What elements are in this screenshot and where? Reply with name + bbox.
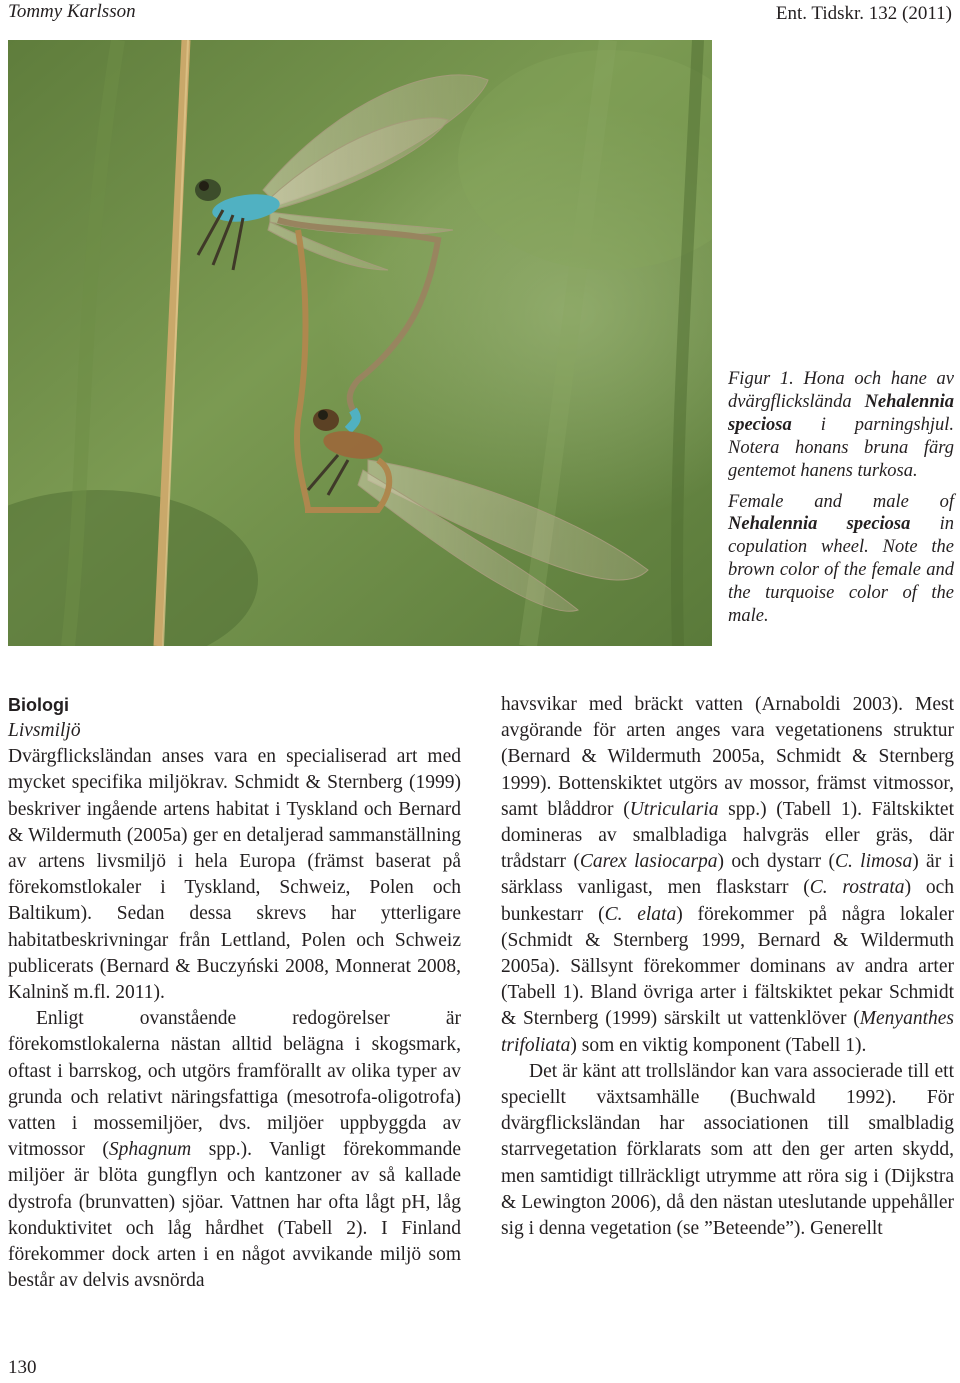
- section-title: Biologi: [8, 695, 69, 715]
- paragraph: Det är känt att trollsländor kan vara associerade till ett speciellt växtsamhälle (Buchwald 1992). För dvärgflicksländan har associationen till smalbladig starrvegetation förklarats som att den ger arten skydd, men samtidigt tillräckligt utrymme att röra sig i (Dijkstra & Lewington 2006), då den nästan uteslutande uppehåller sig i denna vegetation (se ”Beteende”). Generellt: [501, 1060, 954, 1240]
- figure-photo-damselflies: [8, 40, 712, 646]
- paragraph: Enligt ovanstående redogörelser är förekomstlokalerna nästan alltid belägna i skogsmark, oftast i barrskog, och utgörs framförallt av olika typer av grunda och relativt näringsfattiga (mesotrofa-oligotrofa) vatten i mossemiljöer, dvs. miljöer uppbyggda av vitmossor (Sphagnum spp.). Vanligt förekommande miljöer är blöta gungflyn och kantzoner av så kallade dystrofa (brunvatten) sjöar. Vattnen har ofta lågt pH, låg konduktivitet och låg hårdhet (Tabell 2). I Finland förekommer dock arten i en något avvikande miljö som består av delvis avsnörda: [8, 1008, 461, 1292]
- left-column: [8, 692, 461, 1294]
- right-column: [501, 692, 954, 1242]
- running-head-journal: Ent. Tidskr. 132 (2011): [775, 3, 952, 24]
- figure-caption: [728, 368, 954, 628]
- paragraph: havsvikar med bräckt vatten (Arnaboldi 2003). Mest avgörande för arten anges vara vegetationens struktur (Bernard & Wildermuth 2005a, Schmidt & Sternberg 1999). Bottenskiktet utgörs av mossor, främst vitmossor, samt blåddror (Utricularia spp.) (Tabell 1). Fältskiktet domineras av smalbladiga halvgräs eller gräs, där trådstarr (Carex lasiocarpa) och dystarr (C. limosa) är i särklass vanligast, men flaskstarr (C. rostrata) och bunkestarr (C. elata) förekommer på några lokaler (Schmidt & Sternberg 1999, Bernard & Wildermuth 2005a). Sällsynt förekommer dominans av andra arter (Tabell 1). Bland övriga arter i fältskiktet pekar Schmidt & Sternberg (1999) särskilt ut vattenklöver (Menyanthes trifoliata) som en viktig komponent (Tabell 1).: [501, 694, 954, 1056]
- caption-swedish: Figur 1. Hona och hane av dvärgflickslända Nehalennia speciosa i parningshjul. Notera honans bruna färg gentemot hanens turkosa.: [728, 369, 954, 481]
- caption-english: Female and male of Nehalennia speciosa in copulation wheel. Note the brown color of the female and the turquoise color of the male.: [728, 491, 954, 627]
- paragraph: Dvärgflicksländan anses vara en specialiserad art med mycket specifika miljökrav. Schmidt & Sternberg (1999) beskriver ingående artens habitat i Tyskland och Bernard & Wildermuth (2005a) ger en detaljerad sammanställning av artens livsmiljö i hela Europa (främst baserat på förekomstlokaler i Tyskland, Schweiz, Polen och Baltikum). Sedan dessa skrevs har ytterligare habitatbeskrivningar från Lettland, Polen och Schweiz publicerats (Bernard & Buczyński 2008, Monnerat 2008, Kalninš m.fl. 2011).: [8, 746, 461, 1004]
- running-head-author: Tommy Karlsson: [8, 1, 136, 22]
- page-number: 130: [8, 1357, 37, 1378]
- subsection-title: Livsmiljö: [8, 720, 81, 741]
